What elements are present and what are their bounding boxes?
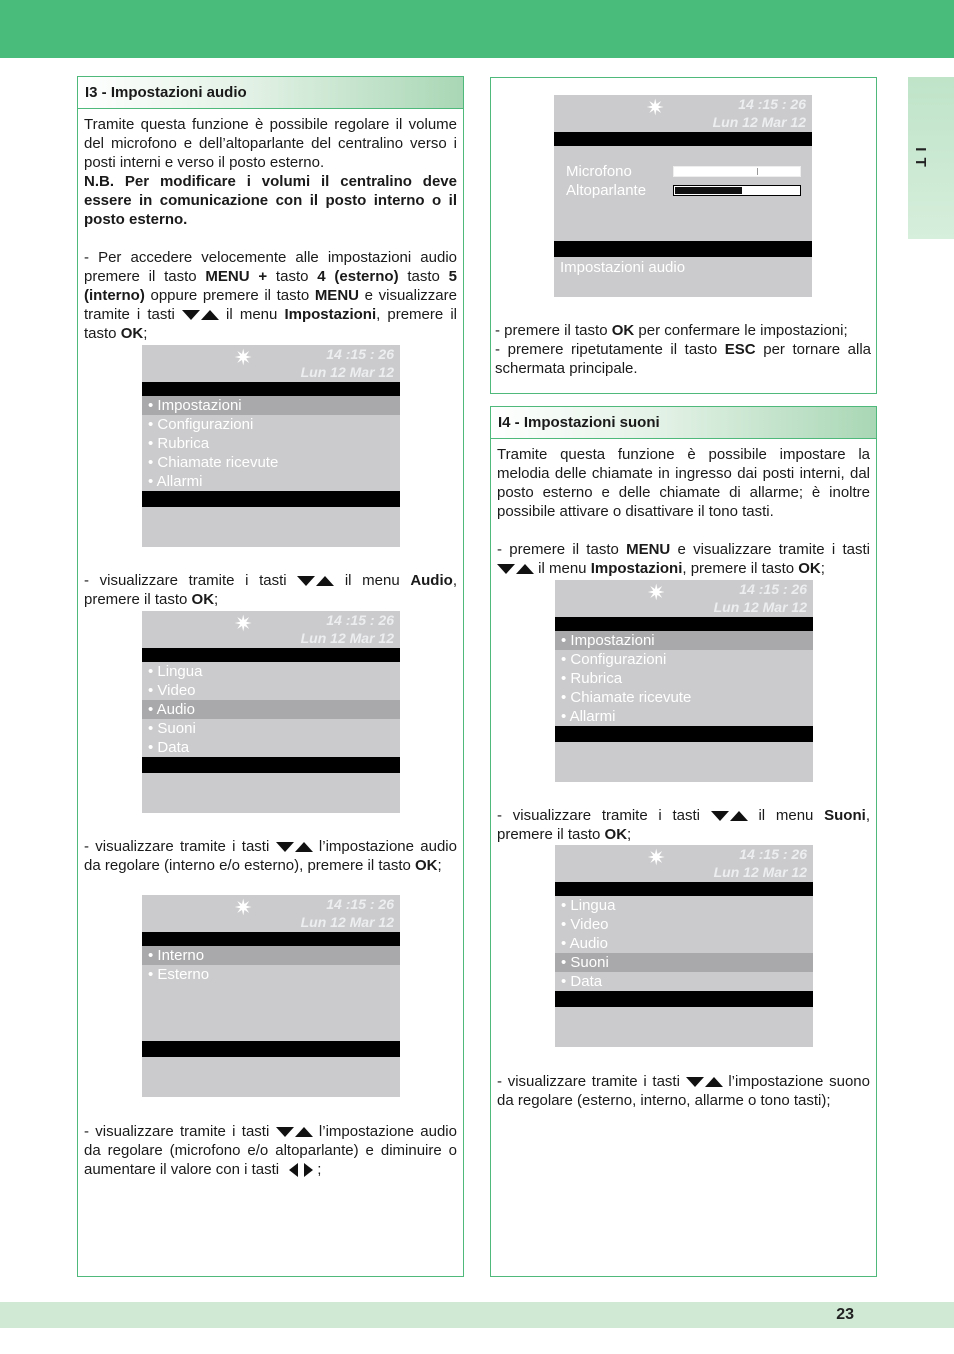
- key-ok: OK: [604, 826, 628, 843]
- star-icon: ✷: [234, 895, 253, 920]
- step-text: per confermare le impostazioni;: [634, 322, 848, 339]
- section-i3-step-1: [84, 248, 457, 343]
- top-banner: [0, 0, 954, 58]
- screen-audio-levels: [554, 95, 812, 297]
- step-text: il menu: [218, 306, 285, 323]
- step-text: ;: [437, 857, 442, 874]
- section-i3-intro: [84, 115, 457, 229]
- key-ok: OK: [120, 325, 144, 342]
- note-text: N.B. Per modificare i volumi il centralino deve essere in comunicazione con il posto interno o il posto esterno.: [84, 173, 457, 228]
- up-down-arrows-icon: [497, 559, 534, 578]
- star-icon: ✷: [234, 345, 253, 370]
- audio-screen-footer: Impostazioni audio: [560, 259, 686, 276]
- step-text: , premere il tasto: [84, 306, 457, 342]
- menu-item: • Audio: [142, 700, 400, 719]
- up-down-arrows-icon: [686, 1072, 723, 1091]
- menu-item: • Esterno: [148, 966, 210, 983]
- key-esc: ESC: [724, 341, 756, 358]
- section-i3-step-4: [84, 1122, 457, 1179]
- microphone-level-fill: [675, 168, 758, 175]
- star-icon: ✷: [647, 580, 666, 605]
- clock-time: 14 :15 : 26: [326, 896, 394, 912]
- clock-date: Lun 12 Mar 12: [712, 114, 806, 130]
- step-text: ;: [214, 591, 219, 608]
- step-text: per tornare alla schermata principale.: [495, 341, 871, 377]
- screen-main-menu: [142, 345, 400, 547]
- step-text: l’impostazione audio da regolare (microfono e/o altoparlante) e diminuire o aumentare il valore con i tasti: [84, 1123, 457, 1178]
- menu-item: • Impostazioni: [142, 396, 400, 415]
- key-menu: MENU: [314, 287, 359, 304]
- menu-name: Impostazioni: [284, 306, 377, 323]
- clock-time: 14 :15 : 26: [326, 612, 394, 628]
- key-4-external: 4 (esterno): [317, 268, 399, 285]
- menu-item: • Lingua: [148, 663, 203, 680]
- clock: [714, 580, 807, 616]
- clock-date: Lun 12 Mar 12: [713, 864, 807, 880]
- step-text: , premere il tasto: [497, 807, 870, 843]
- step-text: ;: [143, 325, 148, 342]
- step-text: - visualizzare tramite i tasti: [84, 838, 276, 855]
- star-icon: ✷: [647, 845, 666, 870]
- section-i4-title: I4 - Impostazioni suoni: [491, 407, 876, 439]
- section-i4-intro: [497, 445, 870, 521]
- footer-bar: [0, 1302, 954, 1328]
- section-i4-step-1: [497, 540, 870, 578]
- step-text: - Per accedere velocemente alle impostazioni audio premere il tasto: [84, 249, 457, 285]
- section-i3-step-3: [84, 837, 457, 875]
- menu-name: Suoni: [824, 807, 866, 824]
- clock: [713, 95, 806, 131]
- clock: [301, 895, 394, 931]
- key-menu-plus: MENU +: [205, 268, 268, 285]
- language-tab: [908, 77, 954, 239]
- menu-item: • Chiamate ricevute: [561, 689, 692, 706]
- menu-item: • Lingua: [561, 897, 616, 914]
- step-text: - visualizzare tramite i tasti: [84, 572, 298, 589]
- clock-date: Lun 12 Mar 12: [300, 364, 394, 380]
- intro-text: Tramite questa funzione è possibile impostare la melodia delle chiamate in ingresso dai posti interni, dal posto esterno e delle chiamate di allarme; è inoltre possibile attivare o disattivare il tono tasti.: [497, 446, 870, 520]
- step-text: , premere il tasto: [682, 560, 799, 577]
- step-text: - premere ripetutamente il tasto: [495, 341, 725, 358]
- up-down-arrows-icon: [297, 571, 334, 590]
- clock-date: Lun 12 Mar 12: [300, 914, 394, 930]
- clock-time: 14 :15 : 26: [738, 96, 806, 112]
- microphone-label: Microfono: [566, 163, 632, 180]
- menu-item: • Data: [148, 739, 190, 756]
- clock: [714, 845, 807, 881]
- menu-item: • Video: [561, 916, 609, 933]
- menu-item: • Configurazioni: [148, 416, 254, 433]
- intro-text: Tramite questa funzione è possibile regolare il volume del microfono e dell’altoparlante del centralino verso i posti interni e verso il posto esterno.: [84, 116, 457, 171]
- step-text: - premere il tasto: [497, 541, 627, 558]
- clock-date: Lun 12 Mar 12: [713, 599, 807, 615]
- menu-item: • Configurazioni: [561, 651, 667, 668]
- step-text: tasto: [398, 268, 449, 285]
- speaker-label: Altoparlante: [566, 182, 647, 199]
- step-text: ;: [820, 560, 825, 577]
- speaker-level-fill: [675, 187, 742, 194]
- key-ok: OK: [191, 591, 215, 608]
- speaker-level-bar: [673, 185, 801, 196]
- clock-time: 14 :15 : 26: [326, 346, 394, 362]
- section-i3-title: I3 - Impostazioni audio: [78, 77, 463, 109]
- step-text: e visualizzare tramite i tasti: [670, 541, 870, 558]
- menu-item: • Rubrica: [148, 435, 210, 452]
- key-menu: MENU: [626, 541, 671, 558]
- clock: [301, 611, 394, 647]
- language-label: I T: [911, 147, 929, 168]
- step-text: il menu: [334, 572, 411, 589]
- clock-date: Lun 12 Mar 12: [300, 630, 394, 646]
- menu-item: • Rubrica: [561, 670, 623, 687]
- step-text: - visualizzare tramite i tasti: [84, 1123, 276, 1140]
- step-text: ;: [627, 826, 632, 843]
- clock-time: 14 :15 : 26: [739, 846, 807, 862]
- key-ok: OK: [798, 560, 821, 577]
- screen-settings-menu: [142, 611, 400, 813]
- menu-item: • Data: [561, 973, 603, 990]
- menu-item: • Video: [148, 682, 196, 699]
- up-down-arrows-icon: [711, 806, 748, 825]
- step-text: l’impostazione audio da regolare (interno e/o esterno), premere il tasto: [84, 838, 457, 874]
- up-down-arrows-icon: [182, 305, 219, 324]
- step-text: - visualizzare tramite i tasti: [497, 1073, 686, 1090]
- key-ok: OK: [611, 322, 635, 339]
- microphone-level-bar: [673, 166, 801, 177]
- section-i4-step-3: [497, 1072, 870, 1110]
- section-i3-step-5: [495, 321, 871, 378]
- up-down-arrows-icon: [276, 837, 313, 856]
- step-text: l’impostazione suono da regolare (esterno, interno, allarme o tono tasti);: [497, 1073, 870, 1109]
- menu-item: • Suoni: [148, 720, 196, 737]
- star-icon: ✷: [646, 95, 665, 120]
- up-down-arrows-icon: [276, 1122, 313, 1141]
- screen-audio-menu: [142, 895, 400, 1097]
- step-text: il menu: [534, 560, 591, 577]
- section-i4-step-2: [497, 806, 870, 844]
- step-text: - premere il tasto: [495, 322, 612, 339]
- menu-item: • Suoni: [555, 953, 813, 972]
- step-text: ;: [317, 1161, 322, 1178]
- menu-item: • Allarmi: [561, 708, 616, 725]
- menu-name: Audio: [410, 572, 453, 589]
- menu-item: • Impostazioni: [555, 631, 813, 650]
- step-text: , premere il tasto: [84, 572, 457, 608]
- screen-settings-menu-2: [555, 845, 813, 1047]
- menu-item: • Chiamate ricevute: [148, 454, 279, 471]
- clock-time: 14 :15 : 26: [739, 581, 807, 597]
- left-right-arrows-icon: [289, 1160, 313, 1179]
- step-text: il menu: [747, 807, 825, 824]
- key-ok: OK: [415, 857, 438, 874]
- section-i3-step-2: [84, 571, 457, 609]
- screen-main-menu-2: [555, 580, 813, 782]
- menu-item: • Audio: [561, 935, 608, 952]
- step-text: oppure premere il tasto: [144, 287, 315, 304]
- menu-item: • Allarmi: [148, 473, 203, 490]
- step-text: - visualizzare tramite i tasti: [497, 807, 711, 824]
- clock: [301, 345, 394, 381]
- step-text: e visualizzare tramite i tasti: [84, 287, 457, 323]
- page-number: 23: [836, 1306, 854, 1323]
- star-icon: ✷: [234, 611, 253, 636]
- step-text: tasto: [267, 268, 318, 285]
- menu-name: Impostazioni: [590, 560, 683, 577]
- menu-item: • Interno: [142, 946, 400, 965]
- key-5-internal: 5 (interno): [84, 268, 458, 304]
